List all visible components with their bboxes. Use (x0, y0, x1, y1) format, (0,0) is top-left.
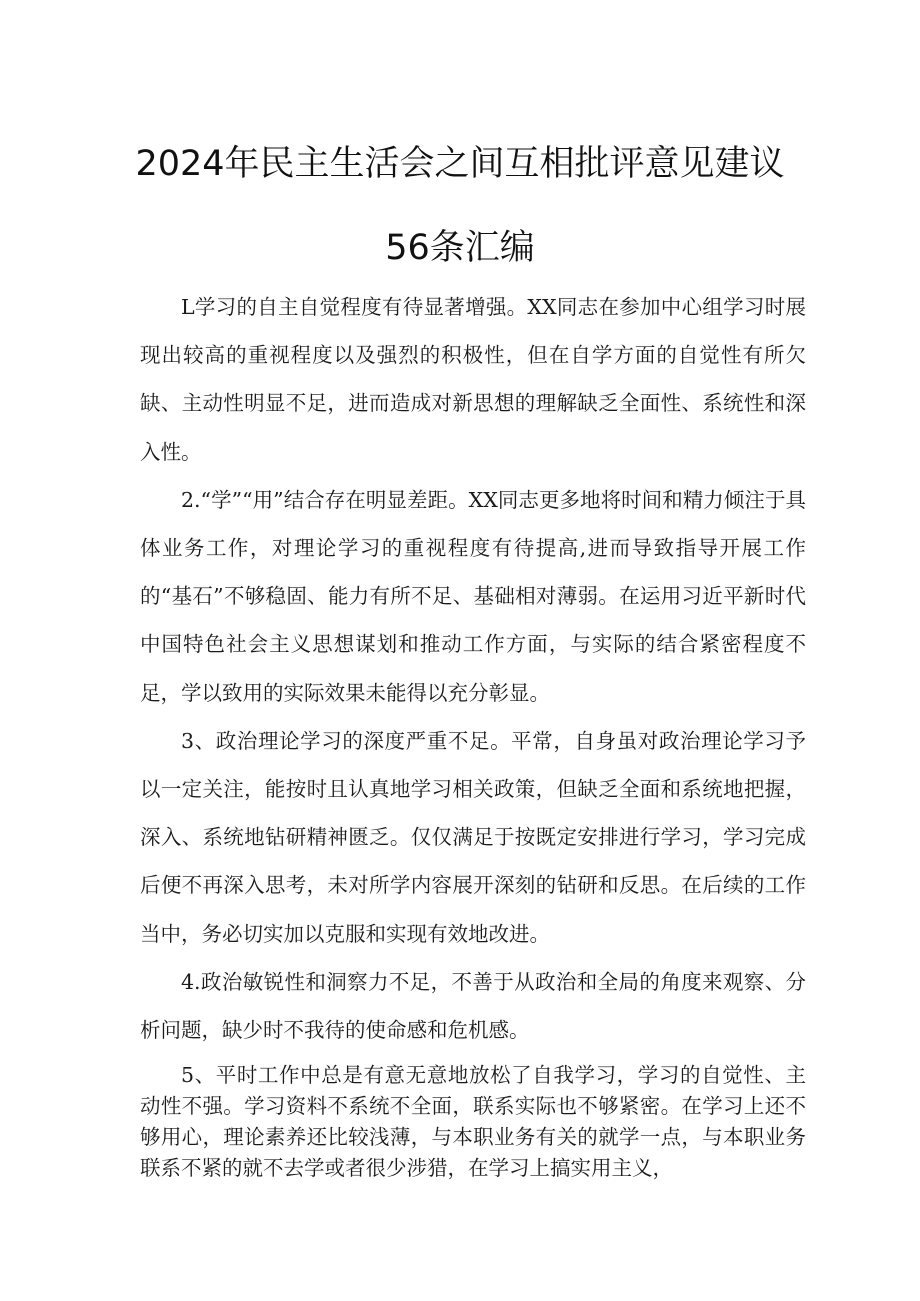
paragraph-4: 4.政治敏锐性和洞察力不足，不善于从政治和全局的角度来观察、分析问题，缺少时不我待的使命感和危机感。 (140, 969, 806, 1043)
document-title-line-1: 2024年民主生活会之间互相批评意见建议 (135, 144, 785, 184)
paragraph-3: 3、政治理论学习的深度严重不足。平常，自身虽对政治理论学习予以一定关注，能按时且认真地学习相关政策，但缺乏全面和系统地把握，深入、系统地钻研精神匮乏。仅仅满足于按既定安排进行学习，学习完成后便不再深入思考，未对所学内容展开深刻的钻研和反思。在后续的工作当中，务必切实加以克服和实现有效地改进。 (140, 728, 806, 946)
document-body (140, 283, 806, 1184)
paragraph-2: 2.“学”“用”结合存在明显差距。XX同志更多地将时间和精力倾注于具体业务工作，对理论学习的重视程度有待提高,进而导致指导开展工作的“基石”不够稳固、能力有所不足、基础相对薄弱。在运用习近平新时代中国特色社会主义思想谋划和推动工作方面，与实际的结合紧密程度不足，学以致用的实际效果未能得以充分彰显。 (140, 487, 806, 705)
document-title-line-2: 56条汇编 (385, 228, 535, 268)
paragraph-1: L学习的自主自觉程度有待显著增强。XX同志在参加中心组学习时展现出较高的重视程度以及强烈的积极性，但在自学方面的自觉性有所欠缺、主动性明显不足，进而造成对新思想的理解缺乏全面性、系统性和深入性。 (140, 295, 806, 464)
paragraph-5: 5、平时工作中总是有意无意地放松了自我学习，学习的自觉性、主动性不强。学习资料不系统不全面，联系实际也不够紧密。在学习上还不够用心，理论素养还比较浅薄，与本职业务有关的就学一点，与本职业务联系不紧的就不去学或者很少涉猎，在学习上搞实用主义， (140, 1063, 806, 1181)
